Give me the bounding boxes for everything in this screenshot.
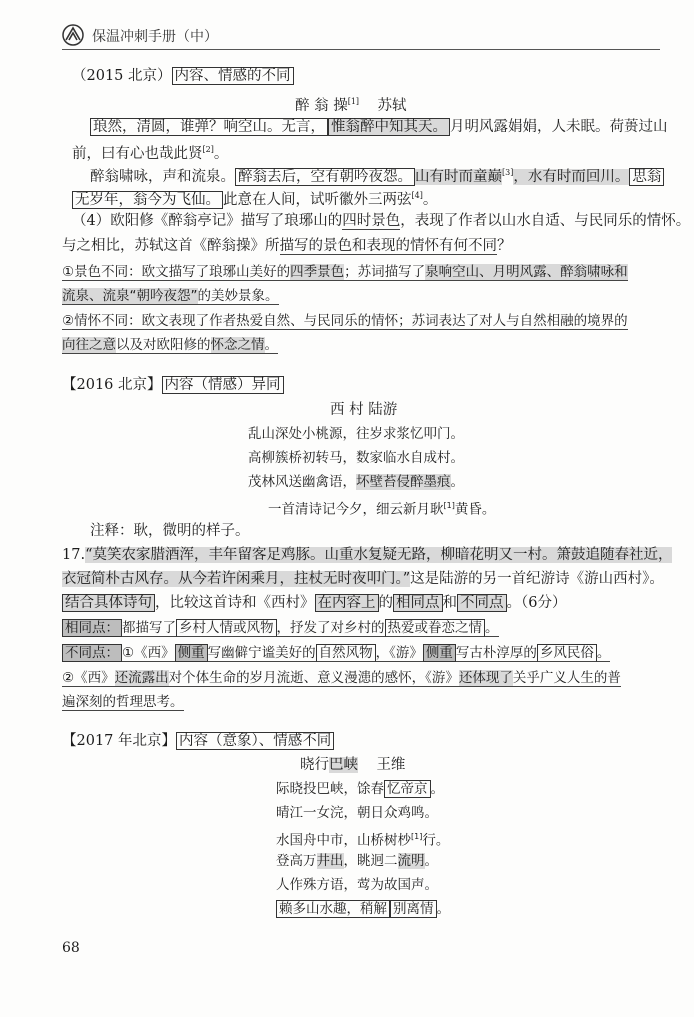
answer-17-diff-2: ②《西》还流露出对个体生命的岁月流逝、意义漫漶的感怀，《游》还体现了关乎广义人生的普 (62, 670, 621, 686)
poem-2017-line-1: 际晓投巴峡，馀春 忆帝京 。 (276, 781, 444, 797)
answer-2015-line-1: ①景色不同：欧文描写了琅琊山美好的四季景色；苏词描写了泉响空山、月明风露、醉翁啸咏和 (62, 264, 628, 280)
answer-17-diff-1: 不同点： ①《西》 侧重 写幽僻宁谧美好的 自然风物 ，《游》 侧重 写古朴淳厚的 乡风民俗 。 (62, 643, 610, 663)
poem-2016-title: 西 村 陆游 (330, 402, 398, 418)
section-2015-tag-label: 内容、情感的不同 (172, 67, 294, 85)
poem-2017-line-3: 水国舟中市，山桥树杪[1]行。 (276, 832, 450, 849)
answer-2015-line-2: 流泉、流泉“朝吟夜怨”的美妙景象。 (62, 288, 279, 304)
section-2016-tag: 【2016 北京】 (62, 377, 162, 393)
section-2015-heading (72, 66, 294, 86)
poem-2017-line-4: 登高万井出，眺迥二流明。 (276, 853, 438, 869)
poem-2017-line-6: 赖多山水趣，稍解 别离情 。 (276, 899, 450, 919)
header-title: 保温冲刺手册（中） (92, 29, 218, 45)
page-number: 68 (62, 940, 80, 956)
question-2015-line-1: （4）欧阳修《醉翁亭记》描写了琅琊山的四时景色，表现了作者以山水自适、与民同乐的情怀。 (72, 213, 691, 229)
poem-2016-footnote: 注释：耿，微明的样子。 (90, 523, 250, 539)
poem-2015-line-4: 无岁年，翁今为飞仙。 此意在人间，试听徽外三两弦[4]。 (72, 186, 437, 210)
poem-2017-line-2: 晴江一女浣，朝日众鸡鸣。 (276, 805, 438, 821)
answer-17-diff-3: 遍深刻的哲理思考。 (62, 694, 184, 710)
answer-2015-line-3: ②情怀不同：欧文表现了作者热爱自然、与民同乐的情怀；苏词表达了对人与自然相融的境界的 (62, 313, 628, 329)
publisher-logo-icon (62, 24, 84, 46)
poem-2017-title: 晓行巴峡 王维 (300, 757, 406, 773)
section-2017-heading (62, 731, 334, 751)
poem-2015-author: 苏轼 (377, 97, 407, 114)
header-rule (62, 49, 660, 50)
poem-2015-line-3: 醉翁啸咏，声和流泉。 醉翁去后，空有朝吟夜怨。 山有时而童巅[3]，水有时而回川。 思翁 (90, 163, 664, 187)
answer-17-same: 相同点： 都描写了 乡村人情或风物 ，抒发了对乡村的 热爱或眷恋之情 。 (62, 618, 499, 638)
question-17-line-1: 17.“莫笑农家腊酒浑，丰年留客足鸡豚。山重水复疑无路，柳暗花明又一村。箫鼓追随春社近， (62, 547, 673, 563)
poem-2015-line-2: 前，曰有心也哉此贤[2]。 (72, 145, 229, 162)
question-17-line-3: 结合具体诗句 ，比较这首诗和《西村》 在内容上 的 相同点 和 不同点 。（6分） (62, 593, 566, 613)
poem-2016-line-2: 高柳簇桥初转马，数家临水自成村。 (248, 450, 464, 466)
section-2017-tag: 【2017 年北京】 (62, 733, 177, 749)
poem-2016-line-1: 乱山深处小桃源，往岁求浆忆叩门。 (248, 426, 464, 442)
answer-2015-line-4: 向往之意以及对欧阳修的怀念之情。 (62, 337, 278, 353)
poem-2015-title: 醉 翁 操[1] 苏轼 (295, 97, 407, 114)
section-2016-heading (62, 375, 284, 395)
question-2015-line-2: 与之相比，苏轼这首《醉翁操》所描写的景色和表现的情怀有何不同？ (62, 238, 512, 254)
section-2016-tag-label: 内容（情感）异同 (162, 376, 284, 394)
poem-2016-line-3: 茂林风送幽禽语，坏壁苔侵醉墨痕。 (248, 474, 464, 490)
poem-2017-line-5: 人作殊方语，莺为故国声。 (276, 877, 438, 893)
poem-2015-line-1: 琅然，清圆，谁弹？响空山。无言， 惟翁醉中知其天。 月明风露娟娟，人未眠。荷蒉过山 (90, 117, 668, 137)
section-2015-tag: （2015 北京） (72, 68, 172, 84)
poem-2016-line-4: 一首清诗记今夕，细云新月耿[1]黄昏。 (268, 501, 496, 518)
question-17-line-2: 衣冠简朴古风存。从今若许闲乘月，拄杖无时夜叩门。”这是陆游的另一首纪游诗《游山西村》。 (62, 571, 664, 587)
section-2017-tag-label: 内容（意象）、情感不同 (176, 732, 334, 750)
